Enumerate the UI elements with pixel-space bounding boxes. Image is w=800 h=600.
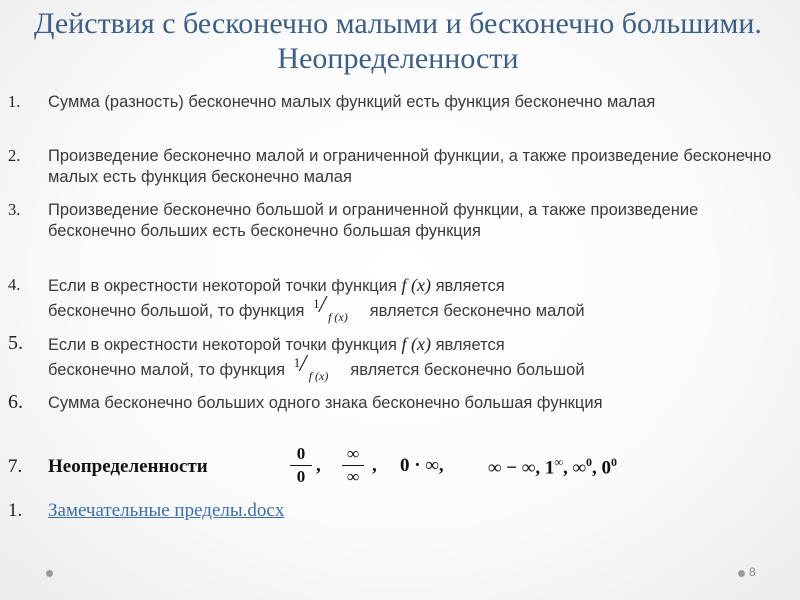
footer-dot-right: [738, 570, 745, 577]
fraction-denominator: ∞: [346, 467, 360, 486]
indeterminacies-label: Неопределенности: [48, 456, 208, 477]
docx-link[interactable]: Замечательные пределы.docx: [48, 500, 285, 521]
item-text: [48, 275, 788, 323]
item-number: 4.: [8, 275, 21, 294]
list-item: [8, 92, 788, 113]
item-text-part: является: [435, 336, 505, 354]
slide-title: Действия с бесконечно малыми и бесконечно большими. Неопределенности: [34, 7, 762, 75]
exponent: ∞: [554, 455, 563, 469]
page-number: 8: [749, 565, 756, 579]
fraction-slash: /: [299, 351, 307, 377]
item-text: Сумма бесконечно больших одного знака бесконечно большая функция: [48, 394, 603, 412]
zero-times-infinity: 0 · ∞,: [400, 455, 444, 476]
item-number: 1.: [8, 500, 23, 521]
fraction-numerator: 1: [293, 355, 301, 370]
infinity-over-infinity-fraction: [340, 444, 366, 487]
expr-part: ∞ − ∞, 1: [488, 457, 555, 479]
item-text: Произведение бесконечно малой и ограниченной функции, а также произведение бесконечно малых есть функция бесконечно малая: [48, 147, 772, 186]
fraction-numerator: ∞: [346, 444, 360, 463]
fraction-bar: [290, 465, 312, 466]
item-text-part: Если в окрестности некоторой точки функция: [48, 336, 397, 354]
comma: ,: [316, 455, 321, 476]
item-number: 5.: [8, 332, 23, 354]
item-text-part: является бесконечно большой: [350, 361, 585, 379]
item-text-part: бесконечно большой, то функция: [48, 302, 305, 320]
fraction-bar: [342, 465, 364, 466]
exponent: 0: [611, 455, 618, 469]
expr-part: , 0: [592, 457, 612, 479]
item-number: 3.: [8, 200, 21, 219]
item-number: 2.: [8, 146, 21, 165]
list-item: [8, 393, 788, 414]
item-text: Произведение бесконечно большой и ограниченной функции, а также произведение бесконечно больших есть бесконечно большая функция: [48, 201, 699, 240]
footer-dot-left: [46, 570, 53, 577]
list-item: [8, 146, 788, 188]
zero-over-zero-fraction: [288, 444, 314, 487]
item-text-part: Если в окрестности некоторой точки функция: [48, 277, 397, 295]
fraction-denominator: f (x): [328, 310, 348, 324]
indeterminacies-row: [8, 444, 788, 494]
reciprocal-fraction: [290, 351, 346, 383]
fraction-numerator: 0: [296, 444, 306, 463]
other-indeterminacies: [488, 455, 617, 479]
fraction-denominator: f (x): [308, 369, 329, 383]
fraction-numerator: 1: [313, 296, 320, 311]
fraction-slash: /: [319, 292, 326, 318]
function-symbol: f (x): [401, 275, 431, 295]
expr-part: , ∞: [562, 457, 587, 479]
item-text: Сумма (разность) бесконечно малых функций есть функция бесконечно малая: [48, 93, 656, 111]
fraction-denominator: 0: [296, 467, 306, 486]
reciprocal-fraction: [309, 292, 365, 324]
item-number: 7.: [8, 456, 23, 477]
exponent: 0: [586, 455, 593, 469]
item-number: 6.: [8, 391, 23, 413]
function-symbol: f (x): [401, 334, 431, 354]
item-text-part: бесконечно малой, то функция: [48, 361, 286, 379]
list-item: [8, 200, 788, 242]
comma: ,: [372, 455, 377, 476]
item-text-part: является бесконечно малой: [369, 302, 585, 320]
item-text: [48, 334, 788, 382]
list-item: [8, 334, 788, 382]
list-item: [8, 275, 788, 323]
item-text-part: является: [435, 277, 505, 295]
item-number: 1.: [8, 92, 21, 111]
